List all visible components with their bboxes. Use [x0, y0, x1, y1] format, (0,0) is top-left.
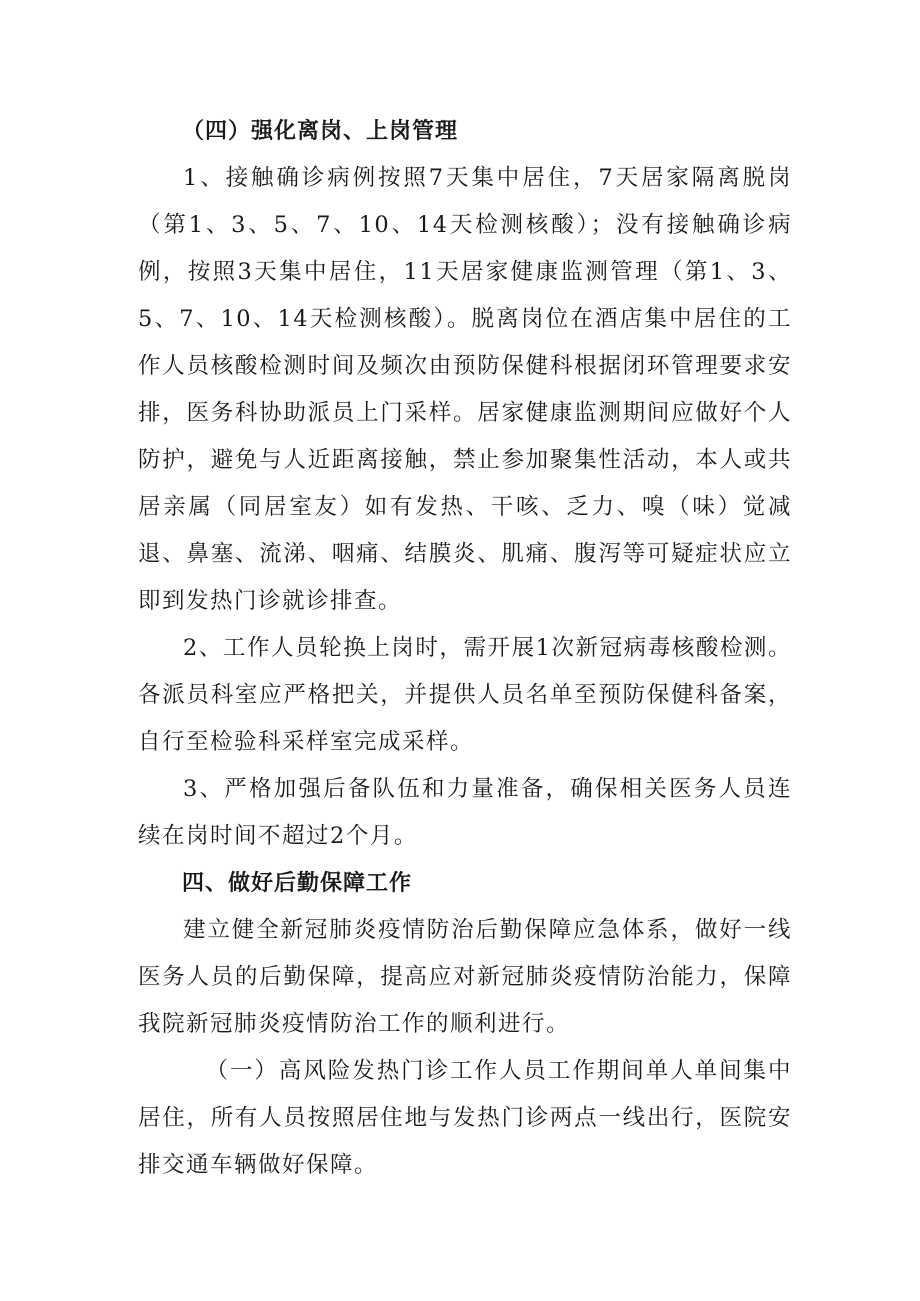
paragraph-item-2: 2、工作人员轮换上岗时，需开展1次新冠病毒核酸检测。各派员科室应严格把关，并提供人员名单至预防保健科备案，自行至检验科采样室完成采样。 — [138, 635, 792, 755]
paragraph-item-1: 1、接触确诊病例按照7天集中居住，7天居家隔离脱岗（第1、3、5、7、10、14天检测核酸）；没有接触确诊病例，按照3天集中居住，11天居家健康监测管理（第1、3、5、7、10、14天检测核酸）。脱离岗位在酒店集中居住的工作人员核酸检测时间及频次由预防保健科根据闭环管理要求安排，医务科协助派员上门采样。居家健康监测期间应做好个人防护，避免与人近距离接触，禁止参加聚集性活动，本人或共居亲属（同居室友）如有发热、干咳、乏力、嗅（味）觉减退、鼻塞、流涕、咽痛、结膜炎、肌痛、腹泻等可疑症状应立即到发热门诊就诊排查。 — [138, 165, 792, 614]
paragraph-item-3: 3、严格加强后备队伍和力量准备，确保相关医务人员连续在岗时间不超过2个月。 — [138, 776, 792, 849]
section-heading-logistics: 四、做好后勤保障工作 — [182, 871, 413, 896]
section-heading-strengthen-post-management: （四）强化离岗、上岗管理 — [182, 119, 459, 144]
document-page — [138, 108, 792, 1189]
paragraph-logistics-sub-1: （一）高风险发热门诊工作人员工作期间单人单间集中居住，所有人员按照居住地与发热门诊两点一线出行，医院安排交通车辆做好保障。 — [138, 1058, 792, 1178]
paragraph-logistics-intro: 建立健全新冠肺炎疫情防治后勤保障应急体系，做好一线医务人员的后勤保障，提高应对新冠肺炎疫情防治能力，保障我院新冠肺炎疫情防治工作的顺利进行。 — [138, 917, 792, 1037]
